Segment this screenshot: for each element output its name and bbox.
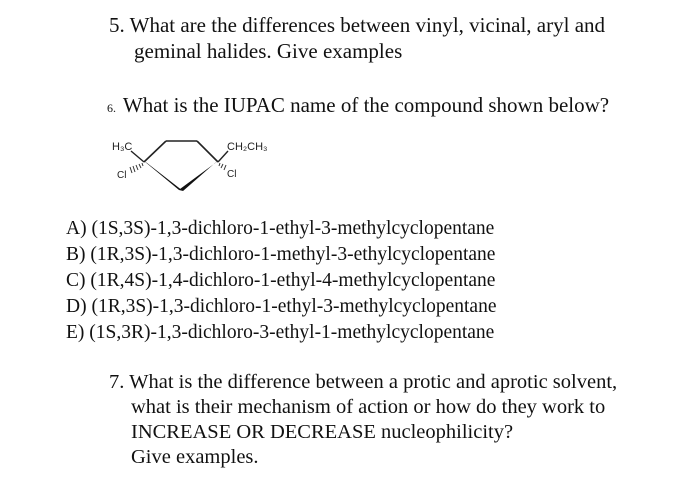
option-d: D) (1R,3S)-1,3-dichloro-1-ethyl-3-methylcyclopentane: [66, 296, 497, 317]
label-cl-left: Cl: [117, 170, 127, 181]
question-6-number: 6.: [107, 101, 116, 115]
question-6: [107, 92, 687, 121]
question-7: [109, 370, 689, 470]
question-5-line-1: 5. What are the differences between vinyl, vicinal, aryl and: [109, 13, 606, 37]
question-5-line-2: geminal halides. Give examples: [134, 39, 403, 63]
hashed-bond-right: [219, 163, 226, 170]
bond-methyl: [131, 151, 144, 162]
bold-bond-left: [144, 161, 183, 191]
label-cl-right: Cl: [227, 169, 237, 180]
question-7-line-2: what is their mechanism of action or how do they work to: [131, 396, 606, 418]
option-b: B) (1R,3S)-1,3-dichloro-1-methyl-3-ethylcyclopentane: [66, 244, 496, 265]
question-7-line-1: 7. What is the difference between a protic and aprotic solvent,: [109, 371, 618, 393]
option-c: C) (1R,4S)-1,4-dichloro-1-ethyl-4-methylcyclopentane: [66, 270, 496, 291]
question-7-line-4: Give examples.: [131, 446, 259, 468]
ring-bonds: [144, 141, 218, 162]
question-6-text: What is the IUPAC name of the compound shown below?: [122, 93, 610, 117]
cyclopentane-structure: [100, 132, 320, 212]
bond-c3-c4: [197, 141, 218, 162]
question-5: [109, 12, 669, 64]
bold-bond-right: [180, 161, 218, 191]
label-h3c: H₃C: [112, 141, 133, 153]
bond-c1-c2: [144, 141, 166, 162]
label-ch2ch3: CH₂CH₃: [227, 141, 268, 153]
hashed-bond-left: [130, 163, 143, 173]
option-e: E) (1S,3R)-1,3-dichloro-3-ethyl-1-methylcyclopentane: [66, 322, 495, 343]
answer-options: [66, 216, 497, 346]
question-7-line-3: INCREASE OR DECREASE nucleophilicity?: [131, 421, 514, 443]
option-a: A) (1S,3S)-1,3-dichloro-1-ethyl-3-methylcyclopentane: [66, 218, 495, 239]
